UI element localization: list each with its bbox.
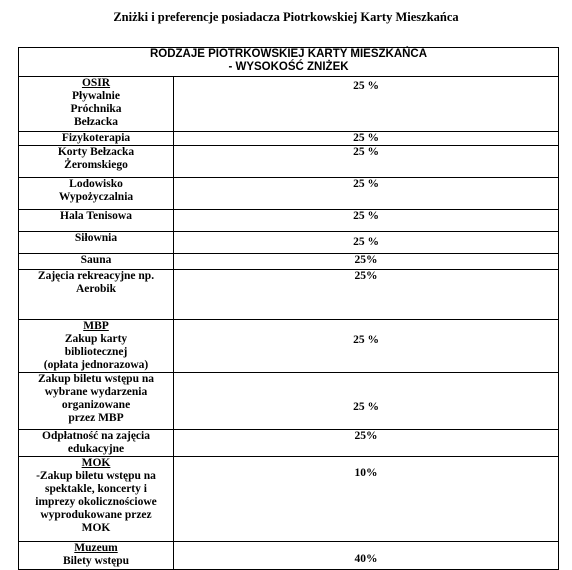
service-cell — [19, 146, 174, 178]
table-row — [19, 430, 559, 457]
discount-value: 40% — [354, 553, 378, 565]
group-label: Muzeum — [74, 542, 118, 554]
service-label-line: Pływalnie — [72, 90, 120, 102]
service-label-line: (opłata jednorazowa) — [43, 359, 149, 371]
table-row — [19, 320, 559, 373]
service-cell — [19, 254, 174, 270]
table-body — [19, 77, 559, 570]
service-label-line: bibliotecznej — [64, 346, 128, 358]
table-row — [19, 542, 559, 570]
table-row — [19, 373, 559, 430]
discount-value: 25 % — [353, 80, 379, 92]
table-row — [19, 77, 559, 132]
service-label-line: Żeromskiego — [64, 159, 128, 171]
service-cell — [19, 542, 174, 570]
service-label-line: Wypożyczalnia — [58, 191, 134, 203]
discount-value: 25 % — [353, 210, 379, 222]
service-label-line: edukacyjne — [67, 443, 125, 455]
service-label-line: wyprodukowane przez — [40, 509, 152, 521]
service-label-line: Siłownia — [74, 232, 118, 244]
table-header-row — [19, 48, 559, 77]
table-row — [19, 270, 559, 320]
table-row — [19, 254, 559, 270]
discount-cell — [174, 430, 559, 457]
service-label-line: Zakup karty — [64, 333, 128, 345]
discount-cell — [174, 254, 559, 270]
table-row — [19, 178, 559, 210]
service-cell — [19, 232, 174, 254]
service-label-line: Fizykoterapia — [61, 132, 131, 144]
service-cell — [19, 132, 174, 146]
service-label-line: imprezy okolicznościowe — [35, 496, 157, 508]
discount-cell — [174, 178, 559, 210]
group-label: OSIR — [81, 77, 111, 89]
discount-value: 25% — [354, 430, 378, 442]
header-line-2: - WYSOKOŚĆ ZNIŻEK — [228, 61, 349, 73]
discount-cell — [174, 457, 559, 542]
discount-value: 25 % — [353, 401, 379, 413]
service-cell — [19, 430, 174, 457]
service-cell — [19, 270, 174, 320]
service-label-line: Próchnika — [70, 103, 122, 115]
service-cell — [19, 320, 174, 373]
discount-value: 25 % — [353, 236, 379, 248]
table-row — [19, 457, 559, 542]
discount-cell — [174, 270, 559, 320]
discount-value: 10% — [354, 467, 378, 479]
discount-cell — [174, 132, 559, 146]
service-label-line: spektakle, koncerty i — [45, 483, 147, 495]
service-cell — [19, 178, 174, 210]
discount-value: 25 % — [353, 334, 379, 346]
discount-cell — [174, 77, 559, 132]
service-label-line: Sauna — [80, 254, 112, 266]
service-cell — [19, 210, 174, 232]
service-label-line: -Zakup biletu wstępu na — [36, 470, 156, 482]
service-label-line: MOK — [81, 522, 111, 534]
service-label-line: wybrane wydarzenia — [44, 386, 148, 398]
table-row — [19, 146, 559, 178]
service-label-line: Aerobik — [75, 283, 117, 295]
service-label-line: Zakup biletu wstępu na — [38, 373, 154, 385]
discount-table — [18, 47, 559, 570]
discount-value: 25 % — [353, 132, 379, 144]
discount-cell — [174, 373, 559, 430]
service-label-line: Zajęcia rekreacyjne np. — [37, 270, 155, 282]
service-cell — [19, 457, 174, 542]
service-cell — [19, 373, 174, 430]
page-title: Zniżki i preferencje posiadacza Piotrkowskiej Karty Mieszkańca — [113, 10, 459, 24]
discount-cell — [174, 210, 559, 232]
discount-cell — [174, 232, 559, 254]
discount-cell — [174, 320, 559, 373]
discount-cell — [174, 146, 559, 178]
service-label-line: przez MBP — [68, 412, 124, 424]
discount-value: 25 % — [353, 178, 379, 190]
table-header — [19, 48, 559, 77]
discount-cell — [174, 542, 559, 570]
discount-value: 25 % — [353, 146, 379, 158]
service-label-line: Bilety wstępu — [62, 555, 130, 567]
service-label-line: Hala Tenisowa — [60, 210, 132, 222]
service-cell — [19, 77, 174, 132]
service-label-line: Bełzacka — [73, 116, 119, 128]
table-row — [19, 210, 559, 232]
service-label-line: Odpłatność na zajęcia — [42, 430, 150, 442]
service-label-line: Korty Bełzacka — [57, 146, 135, 158]
table-row — [19, 132, 559, 146]
table-row — [19, 232, 559, 254]
service-label-line: organizowane — [61, 399, 131, 411]
service-label-line: Lodowisko — [69, 178, 123, 190]
group-label: MOK — [81, 457, 111, 469]
discount-value: 25% — [354, 270, 378, 282]
group-label: MBP — [83, 320, 109, 332]
header-line-1: RODZAJE PIOTRKOWSKIEJ KARTY MIESZKAŃCA — [149, 48, 428, 60]
discount-value: 25% — [354, 254, 378, 266]
